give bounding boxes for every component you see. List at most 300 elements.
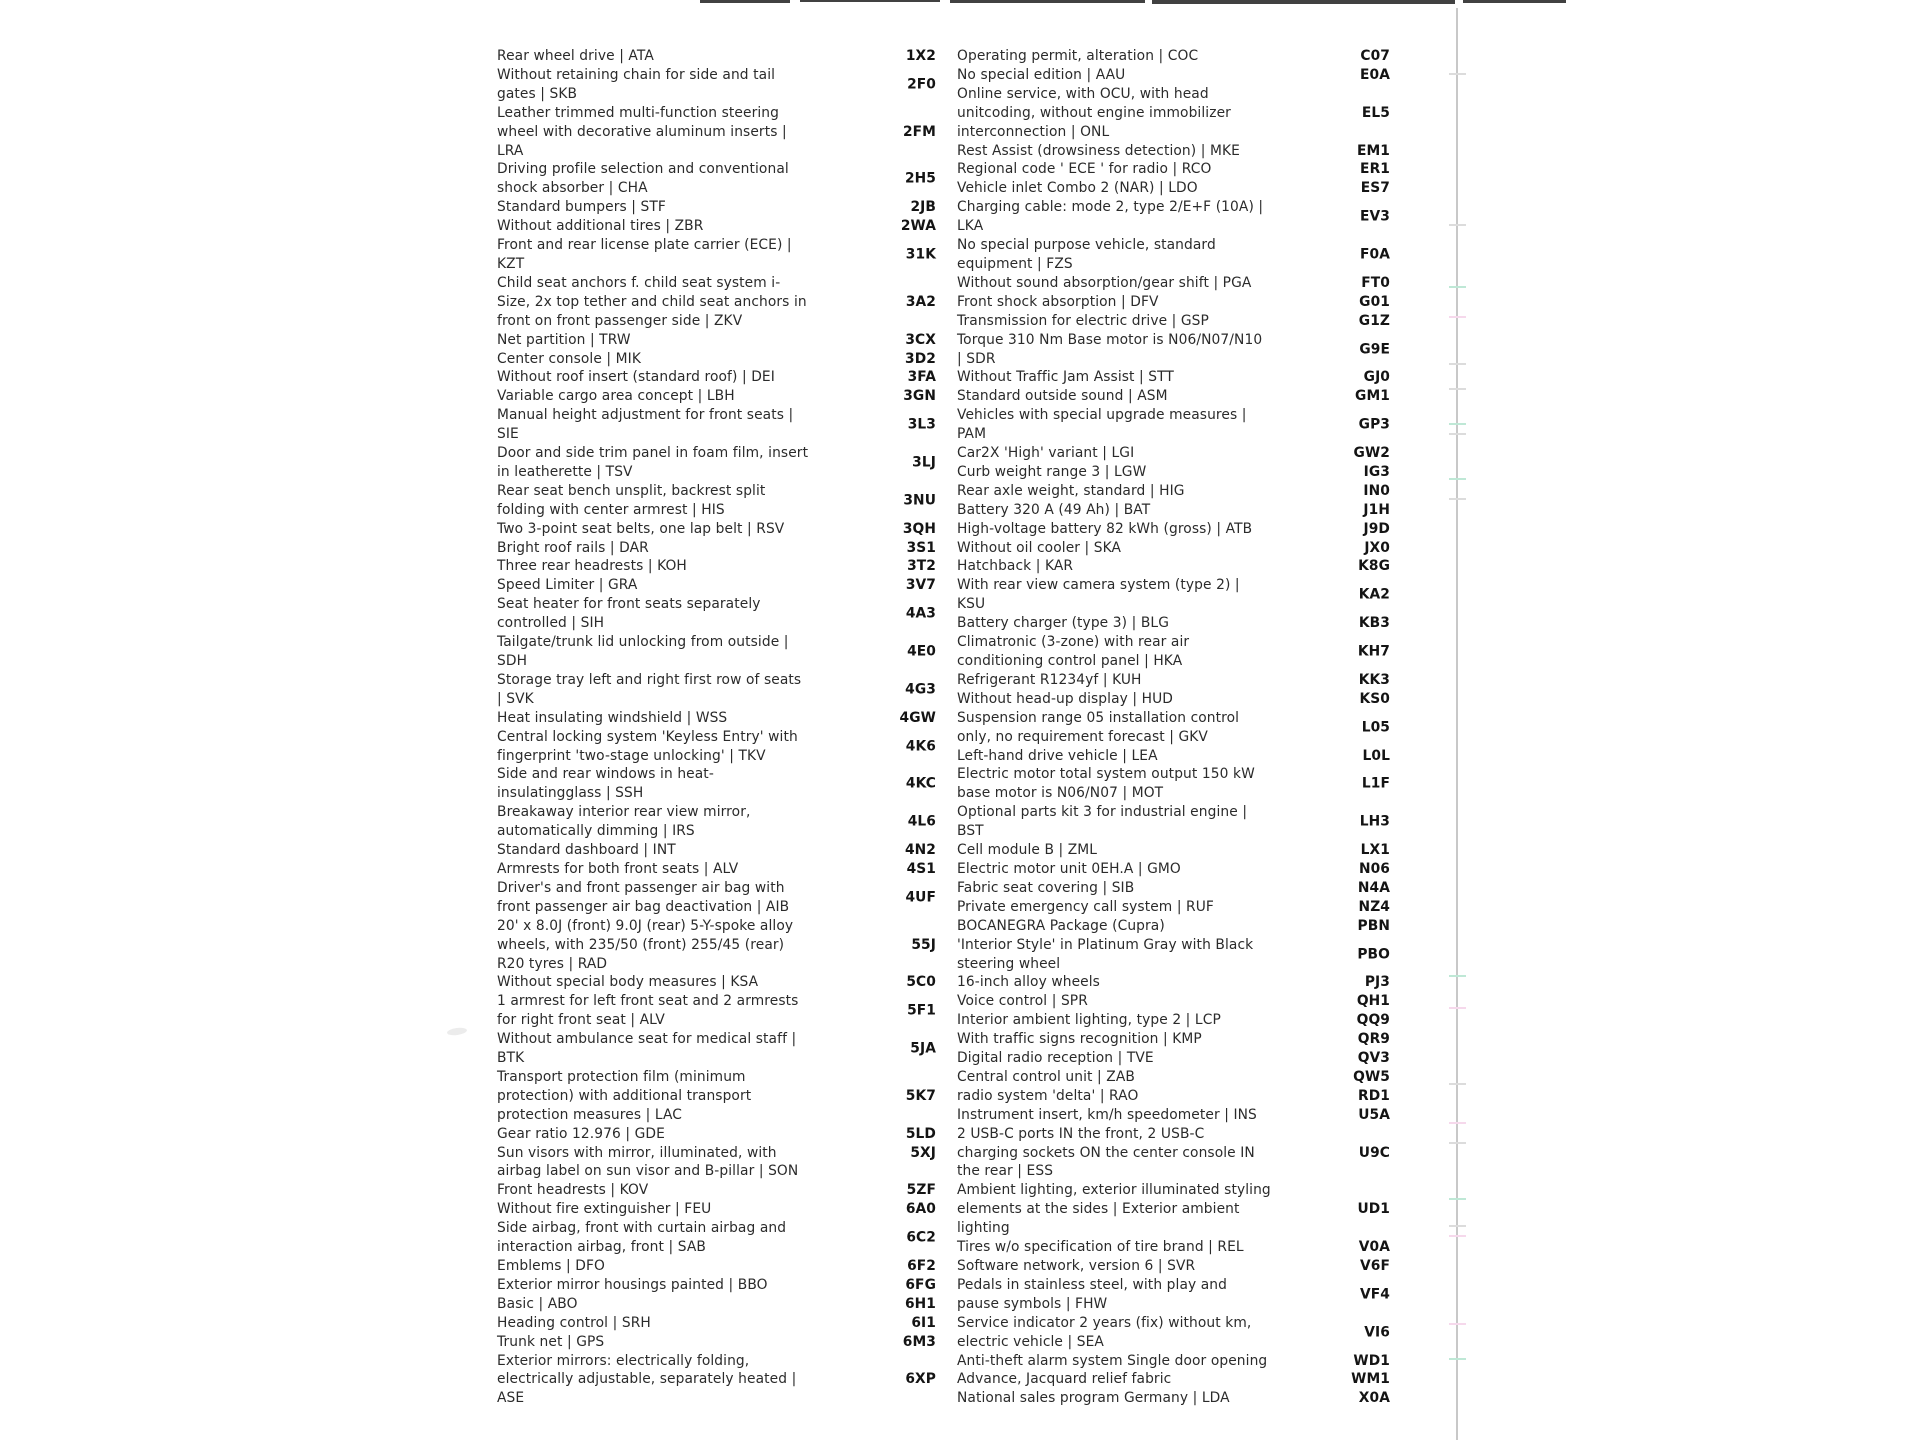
code-table-row (870, 539, 1390, 558)
left-column-line: for right front seat | ALV (497, 1012, 665, 1029)
code-table-row (870, 803, 1390, 830)
left-column-line: Manual height adjustment for front seats | (497, 407, 794, 424)
option-code-right: JX0 (1364, 539, 1390, 556)
option-code-right: VI6 (1364, 1324, 1390, 1341)
code-table-row (870, 123, 1390, 142)
entry-text: conditioning control panel | HKA (957, 653, 1183, 669)
option-code-right: EM1 (1356, 142, 1390, 159)
entry-text: equipment | FZS (957, 255, 1073, 272)
option-code-right: J9D (1363, 520, 1390, 537)
entry-text: Advance, Jacquard relief fabric (957, 1371, 1172, 1388)
entry-text: Electric motor unit 0EH.A | GMO (957, 860, 1181, 877)
option-code-right: IG3 (1363, 463, 1390, 480)
entry-text: Rear axle weight, standard | HIG (957, 482, 1185, 499)
left-column-line: Bright roof rails | DAR (497, 539, 649, 556)
option-code-left: 2H5 (904, 170, 936, 187)
left-column-line: Basic | ABO (497, 1295, 578, 1312)
left-column-line: Side airbag, front with curtain airbag and (497, 1220, 787, 1237)
option-code-right: UD1 (1357, 1201, 1390, 1218)
option-code-left: 2F0 (907, 76, 936, 93)
entry-text: Online service, with OCU, with head (957, 85, 1209, 102)
option-code-right: L0L (1362, 747, 1390, 764)
code-table-row (870, 501, 1390, 520)
option-code-right: ES7 (1360, 180, 1390, 197)
option-code-right: GJ0 (1363, 369, 1390, 386)
code-table-row (870, 368, 1390, 387)
left-column-line: automatically dimming | IRS (497, 823, 695, 840)
option-code-right: EV3 (1359, 208, 1390, 225)
option-code-left: 5XJ (910, 1144, 936, 1161)
code-table-row (870, 690, 1390, 709)
option-code-right: E0A (1359, 66, 1390, 83)
left-column-line: protection) with additional transport (497, 1087, 752, 1104)
code-table-row (870, 1125, 1390, 1144)
entry-text: pause symbols | FHW (957, 1295, 1108, 1312)
entry-text: Climatronic (3-zone) with rear air (957, 634, 1190, 651)
code-table-row (870, 255, 1390, 274)
option-code-left: 4S1 (906, 860, 936, 877)
left-column-line: BTK (497, 1050, 525, 1067)
entry-text: interconnection | ONL (957, 123, 1110, 140)
page-edge-segment (1152, 0, 1455, 4)
entry-text: Private emergency call system | RUF (957, 898, 1214, 915)
entry-text: Refrigerant R1234yf | KUH (957, 671, 1142, 688)
left-column-line: Net partition | TRW (497, 331, 631, 348)
entry-text: Instrument insert, km/h speedometer | INS (957, 1106, 1257, 1123)
code-table-row (870, 936, 1390, 963)
option-code-right: QQ9 (1356, 1012, 1390, 1029)
option-code-left: 2JB (910, 199, 936, 216)
left-column-line: Standard bumpers | STF (497, 199, 666, 216)
code-table-row (870, 444, 1390, 471)
code-table-row (870, 709, 1390, 736)
code-table-row (870, 1276, 1390, 1303)
left-column-line: Storage tray left and right first row of seats (497, 671, 802, 688)
entry-text: Cell module B | ZML (957, 842, 1098, 859)
left-column-line: Heading control | SRH (497, 1314, 651, 1331)
left-column-line: insulatingglass | SSH (497, 785, 644, 802)
option-code-left: 5JA (910, 1040, 936, 1057)
page-edge-segment (1463, 0, 1566, 3)
code-table-row (870, 160, 1390, 187)
code-table-row (870, 992, 1390, 1019)
tick-mark (1449, 73, 1466, 75)
option-code-right: QW5 (1353, 1068, 1390, 1085)
tick-mark (1449, 1122, 1466, 1124)
entry-text: Standard outside sound | ASM (957, 388, 1168, 405)
option-code-left: 3FA (907, 369, 936, 386)
tick-mark (1449, 1235, 1466, 1237)
left-column-line: Exterior mirrors: electrically folding, (497, 1352, 750, 1369)
left-column-line: SIE (497, 426, 519, 443)
code-table-row (870, 671, 1390, 698)
option-code-right: KS0 (1359, 690, 1390, 707)
code-table-row (870, 860, 1390, 879)
code-table-row (870, 425, 1390, 444)
entry-text: Tires w/o specification of tire brand | REL (957, 1239, 1244, 1256)
option-code-right: NZ4 (1358, 898, 1390, 915)
option-code-left: 5LD (905, 1125, 936, 1142)
tick-mark (1449, 498, 1466, 500)
left-column-line: R20 tyres | RAD (497, 955, 608, 972)
code-table-row (870, 293, 1390, 312)
code-table-row (870, 47, 1390, 66)
option-code-left: 6M3 (902, 1333, 936, 1350)
code-table-row (870, 1219, 1390, 1246)
option-code-left: 5C0 (906, 974, 936, 991)
code-table-row (870, 482, 1390, 509)
option-code-left: 3T2 (907, 558, 936, 575)
entry-text: Charging cable: mode 2, type 2/E+F (10A) | (957, 199, 1264, 216)
equipment-list-left-column (497, 47, 808, 1408)
entry-text: radio system 'delta' | RAO (957, 1087, 1139, 1104)
code-table-row (870, 1314, 1390, 1341)
left-column-line: Leather trimmed multi-function steering (497, 104, 779, 121)
entry-text: Software network, version 6 | SVR (957, 1258, 1196, 1274)
entry-text: unitcoding, without engine immobilizer (957, 104, 1231, 121)
option-code-right: LX1 (1360, 842, 1390, 859)
option-code-right: V0A (1358, 1239, 1390, 1256)
option-code-left: 3S1 (906, 539, 936, 556)
left-column-line: Size, 2x top tether and child seat anchors in (497, 293, 807, 310)
option-code-right: KB3 (1358, 615, 1390, 632)
left-column-line: Armrests for both front seats | ALV (497, 860, 739, 877)
tick-mark (1449, 1007, 1466, 1009)
page-edge-segment (800, 0, 940, 2)
left-column-line: in leatherette | TSV (497, 463, 633, 480)
code-table-row (870, 85, 1390, 104)
tick-mark (1449, 388, 1466, 390)
left-column-line: Door and side trim panel in foam film, insert (497, 445, 809, 462)
option-code-left: 6H1 (904, 1295, 936, 1312)
option-code-right: F0A (1359, 246, 1390, 263)
left-column-line: ASE (497, 1390, 525, 1407)
entry-text: National sales program Germany | LDA (957, 1390, 1230, 1407)
entry-text: Digital radio reception | TVE (957, 1050, 1154, 1067)
tick-mark (1449, 1358, 1466, 1360)
entry-text: lighting (957, 1220, 1010, 1237)
left-column-line: protection measures | LAC (497, 1106, 682, 1123)
option-code-left: 2FM (902, 123, 936, 140)
option-code-left: 3GN (903, 388, 936, 405)
option-code-right: N4A (1357, 879, 1390, 896)
option-code-left: 3L3 (907, 416, 936, 433)
entry-text: Interior ambient lighting, type 2 | LCP (957, 1012, 1221, 1029)
left-column-line: Tailgate/trunk lid unlocking from outside | (497, 634, 789, 651)
option-code-left: 4UF (905, 889, 936, 906)
left-column-line: wheels, with 235/50 (front) 255/45 (rear) (497, 936, 785, 953)
code-table-row (870, 274, 1390, 293)
option-code-right: PJ3 (1364, 974, 1390, 991)
option-code-left: 6F2 (907, 1258, 936, 1274)
code-table-row (870, 1087, 1390, 1106)
option-code-right: LH3 (1359, 813, 1390, 830)
entry-text: Without sound absorption/gear shift | PGA (957, 274, 1252, 291)
left-column-line: Rear wheel drive | ATA (497, 48, 654, 64)
entry-text: elements at the sides | Exterior ambient (957, 1201, 1240, 1218)
entry-text: BST (957, 823, 984, 840)
option-code-right: X0A (1358, 1390, 1390, 1407)
option-code-right: GM1 (1355, 388, 1390, 405)
left-column-line: Without special body measures | KSA (497, 974, 759, 991)
entry-text: Ambient lighting, exterior illuminated styling (957, 1182, 1271, 1199)
code-table-row (870, 1049, 1390, 1068)
left-column-line: folding with center armrest | HIS (497, 501, 725, 518)
entry-text: Regional code ' ECE ' for radio | RCO (957, 161, 1212, 178)
entry-text: Pedals in stainless steel, with play and (957, 1276, 1228, 1293)
left-column-line: Without retaining chain for side and tail (497, 66, 776, 83)
left-column-line: front on front passenger side | ZKV (497, 312, 743, 329)
left-column-line: airbag label on sun visor and B-pillar | SON (497, 1163, 799, 1180)
option-code-left: 6A0 (905, 1201, 936, 1218)
code-table-row (870, 236, 1390, 263)
code-table-row (870, 104, 1390, 123)
tick-mark (1449, 224, 1466, 226)
code-table-row (870, 595, 1390, 622)
code-table-row (870, 841, 1390, 860)
left-column-line: electrically adjustable, separately heated | (497, 1371, 797, 1388)
code-table-row (870, 765, 1390, 792)
left-column-line: 20' x 8.0J (front) 9.0J (rear) 5-Y-spoke alloy (497, 917, 794, 934)
entry-text: Without Traffic Jam Assist | STT (957, 369, 1174, 386)
code-table-row (870, 973, 1390, 992)
code-table-row (870, 1162, 1390, 1181)
option-code-left: 3QH (902, 520, 936, 537)
left-column-line: Side and rear windows in heat- (497, 766, 714, 783)
left-column-line: Seat heater for front seats separately (497, 596, 761, 613)
left-column-line: gates | SKB (497, 85, 578, 102)
option-code-left: 5K7 (905, 1087, 936, 1104)
option-code-right: KH7 (1357, 643, 1390, 660)
left-column-line: Front and rear license plate carrier (ECE) | (497, 237, 792, 254)
option-code-right: QH1 (1356, 993, 1390, 1010)
code-table-row (870, 728, 1390, 755)
code-table-row (870, 387, 1390, 406)
left-column-line: LRA (497, 142, 524, 159)
option-code-left: 6XP (905, 1371, 936, 1388)
code-table-row (870, 1011, 1390, 1030)
option-code-left: 6FG (905, 1276, 936, 1293)
option-code-right: VF4 (1359, 1286, 1390, 1303)
code-table-row (870, 614, 1390, 633)
entry-text: Torque 310 Nm Base motor is N06/N07/N10 (957, 331, 1263, 348)
option-code-left: 6I1 (911, 1314, 936, 1331)
entry-text: 2 USB-C ports IN the front, 2 USB-C (957, 1125, 1205, 1142)
tick-mark (1449, 1198, 1466, 1200)
code-table-row (870, 198, 1390, 225)
code-table-row (870, 406, 1390, 433)
code-table-row (870, 1238, 1390, 1257)
entry-text: Electric motor total system output 150 kW (957, 766, 1255, 783)
entry-text: Car2X 'High' variant | LGI (957, 445, 1135, 462)
entry-text: Battery charger (type 3) | BLG (957, 615, 1169, 632)
code-table-row (870, 955, 1390, 974)
option-code-right: U5A (1358, 1106, 1390, 1123)
option-code-right: V6F (1359, 1258, 1390, 1274)
left-column-line: Without roof insert (standard roof) | DEI (497, 369, 775, 386)
tick-mark (1449, 433, 1466, 435)
left-column-line: Driving profile selection and conventional (497, 161, 789, 178)
code-table-row (870, 217, 1390, 236)
left-column-line: Breakaway interior rear view mirror, (497, 804, 751, 821)
option-code-right: K8G (1358, 558, 1390, 575)
code-table-row (870, 312, 1390, 331)
entry-text: Fabric seat covering | SIB (957, 879, 1135, 896)
page-edge-segment (700, 0, 790, 3)
entry-text: Without head-up display | HUD (957, 690, 1174, 707)
code-table-row (870, 1352, 1390, 1371)
left-column-line: controlled | SIH (497, 615, 605, 632)
entry-text: LKA (957, 218, 984, 235)
option-code-right: KK3 (1358, 671, 1390, 688)
code-table-row (870, 331, 1390, 358)
option-code-left: 3A2 (905, 293, 936, 310)
entry-text: PAM (957, 426, 987, 443)
tick-mark (1449, 975, 1466, 977)
option-code-left: 4E0 (907, 643, 936, 660)
entry-text: base motor is N06/N07 | MOT (957, 785, 1164, 802)
tick-mark (1449, 478, 1466, 480)
code-table-row (870, 784, 1390, 803)
entry-text: With traffic signs recognition | KMP (957, 1031, 1202, 1048)
option-code-right: QV3 (1357, 1050, 1390, 1067)
option-code-right: G01 (1359, 293, 1390, 310)
entry-text: electric vehicle | SEA (957, 1333, 1104, 1350)
page-edge-segment (950, 0, 1145, 3)
left-column-line: wheel with decorative aluminum inserts | (497, 123, 787, 140)
code-table-row (870, 652, 1390, 671)
tick-mark (1449, 423, 1466, 425)
option-code-left: 5ZF (906, 1182, 936, 1199)
left-column-line: Child seat anchors f. child seat system i- (497, 274, 781, 291)
option-code-left: 31K (905, 246, 936, 263)
code-table-row (870, 822, 1390, 841)
entry-text: With rear view camera system (type 2) | (957, 577, 1240, 594)
entry-text: Service indicator 2 years (fix) without km, (957, 1314, 1252, 1331)
left-column-line: | SVK (497, 690, 534, 707)
entry-text: Transmission for electric drive | GSP (957, 312, 1209, 329)
code-table-row (870, 1068, 1390, 1087)
code-table-row (870, 463, 1390, 482)
code-table-row (870, 66, 1390, 93)
option-code-left: 2WA (900, 218, 936, 235)
entry-text: Rest Assist (drowsiness detection) | MKE (957, 142, 1240, 159)
option-code-right: IN0 (1363, 482, 1390, 499)
option-code-right: EL5 (1361, 104, 1390, 121)
left-column-line: interaction airbag, front | SAB (497, 1239, 706, 1256)
left-column-line: Without additional tires | ZBR (497, 218, 704, 235)
option-code-left: 4KC (905, 775, 936, 792)
left-column-line: Gear ratio 12.976 | GDE (497, 1125, 665, 1142)
option-code-left: 4GW (899, 709, 936, 726)
option-code-left: 3NU (903, 492, 936, 509)
left-column-line: Heat insulating windshield | WSS (497, 709, 728, 726)
code-table-row (870, 747, 1390, 766)
left-column-line: Front headrests | KOV (497, 1182, 649, 1199)
code-table-row (870, 557, 1390, 576)
code-table-row (870, 1295, 1390, 1314)
code-table-row (870, 1144, 1390, 1163)
left-column-line: SDH (497, 653, 528, 669)
tick-mark (1449, 1323, 1466, 1325)
option-code-right: U9C (1358, 1144, 1390, 1161)
option-code-right: J1H (1363, 501, 1390, 518)
option-code-left: 4G3 (905, 681, 936, 698)
code-table-row (870, 520, 1390, 539)
entry-text: Central control unit | ZAB (957, 1068, 1135, 1085)
left-column-line: Transport protection film (minimum (497, 1068, 746, 1085)
left-column-line: fingerprint 'two-stage unlocking' | TKV (497, 747, 766, 764)
tick-mark (1449, 1142, 1466, 1144)
entry-text: Hatchback | KAR (957, 558, 1074, 575)
left-column-line: Sun visors with mirror, illuminated, with (497, 1144, 777, 1161)
left-column-line: Without fire extinguisher | FEU (497, 1201, 712, 1218)
entry-text: Operating permit, alteration | COC (957, 48, 1199, 64)
tick-mark (1449, 1225, 1466, 1227)
equipment-code-table (870, 47, 1390, 1408)
code-table-row (870, 917, 1390, 936)
left-column-line: shock absorber | CHA (497, 180, 648, 197)
option-code-right: QR9 (1357, 1031, 1390, 1048)
entry-text: Voice control | SPR (957, 993, 1088, 1010)
entry-text: Without oil cooler | SKA (957, 539, 1122, 556)
entry-text: BOCANEGRA Package (Cupra) (957, 917, 1165, 934)
left-column-line: front passenger air bag deactivation | AIB (497, 898, 790, 915)
code-table-row (870, 1200, 1390, 1219)
option-code-right: PBN (1357, 917, 1390, 934)
option-code-right: PBO (1357, 946, 1390, 963)
option-code-right: C07 (1360, 48, 1390, 64)
entry-text: charging sockets ON the center console IN (957, 1144, 1255, 1161)
entry-text: KSU (957, 596, 986, 613)
code-table-row (870, 576, 1390, 603)
left-column-line: Center console | MIK (497, 350, 641, 367)
entry-text: Suspension range 05 installation control (957, 709, 1240, 726)
entry-text: Battery 320 A (49 Ah) | BAT (957, 501, 1151, 518)
code-table-row (870, 350, 1390, 369)
option-code-left: 1X2 (905, 48, 936, 64)
option-code-right: GW2 (1353, 445, 1390, 462)
entry-text: Vehicles with special upgrade measures | (957, 407, 1247, 424)
entry-text: No special purpose vehicle, standard (957, 237, 1216, 254)
left-column-line: Variable cargo area concept | LBH (497, 388, 735, 405)
code-table-row (870, 633, 1390, 660)
left-column-line: 1 armrest for left front seat and 2 armrests (497, 993, 799, 1010)
code-table-row (870, 1106, 1390, 1125)
entry-text: No special edition | AAU (957, 66, 1126, 83)
code-table-row (870, 1370, 1390, 1389)
left-column-line: Without ambulance seat for medical staff | (497, 1031, 797, 1048)
left-column-line: Central locking system 'Keyless Entry' with (497, 728, 798, 745)
option-code-right: L1F (1361, 775, 1390, 792)
code-table-row (870, 1333, 1390, 1352)
entry-text: the rear | ESS (957, 1163, 1054, 1180)
scan-smudge-artifact (447, 1027, 468, 1037)
entry-text: only, no requirement forecast | GKV (957, 728, 1208, 745)
option-code-left: 55J (911, 936, 936, 953)
tick-mark (1449, 363, 1466, 365)
option-code-right: GP3 (1358, 416, 1390, 433)
entry-text: steering wheel (957, 955, 1061, 972)
left-column-line: Emblems | DFO (497, 1258, 606, 1274)
tick-mark (1449, 316, 1466, 318)
tick-mark (1449, 286, 1466, 288)
left-column-line: Trunk net | GPS (497, 1333, 605, 1350)
option-code-left: 4L6 (907, 813, 936, 830)
left-column-line: Standard dashboard | INT (497, 842, 676, 859)
option-code-right: G9E (1359, 341, 1390, 358)
left-column-line: KZT (497, 255, 525, 272)
